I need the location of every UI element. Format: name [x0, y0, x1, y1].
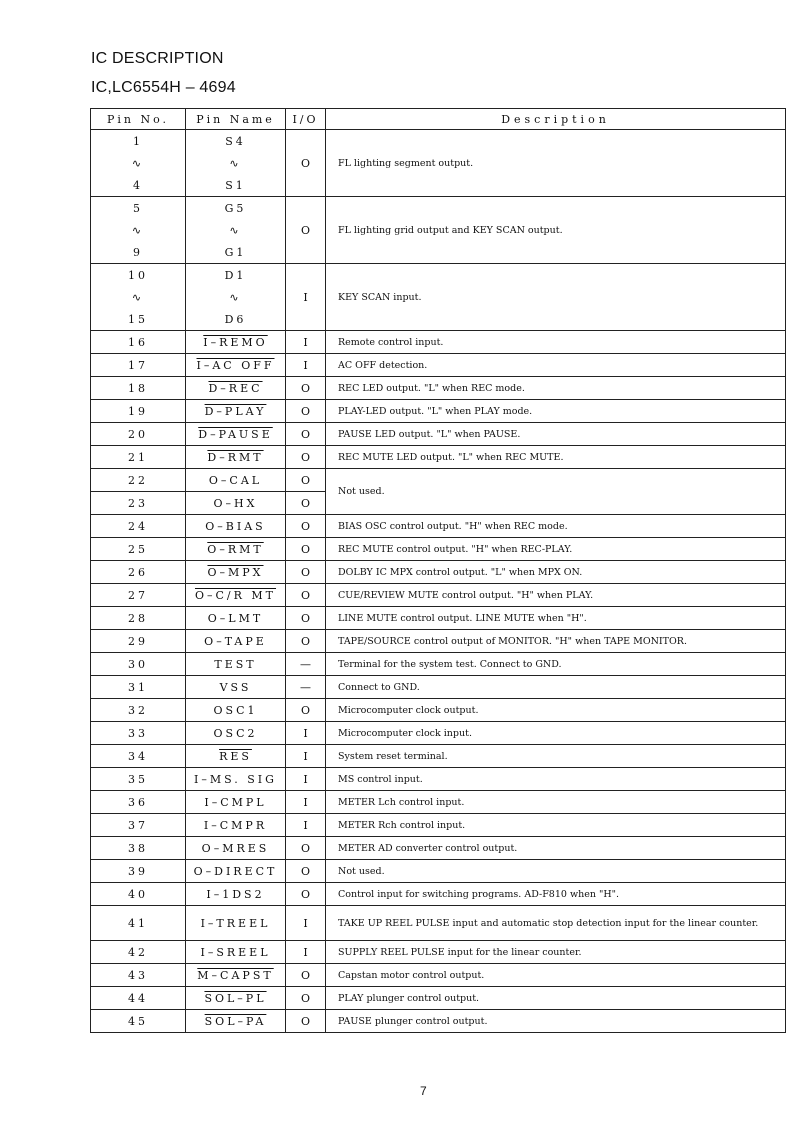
pin-name: VSS [186, 676, 286, 699]
pin-description: DOLBY IC MPX control output. "L" when MPX ON. [326, 561, 786, 584]
table-row [91, 264, 786, 287]
pin-description: Microcomputer clock output. [326, 699, 786, 722]
pin-no: 43 [91, 964, 186, 987]
pin-io: O [286, 197, 326, 264]
pin-name: O–MPX [207, 565, 264, 579]
pin-description: MS control input. [326, 768, 786, 791]
page-title: IC DESCRIPTION [91, 50, 224, 67]
pin-no: 17 [91, 354, 186, 377]
pin-description: TAKE UP REEL PULSE input and automatic stop detection input for the linear counter. [326, 906, 786, 941]
table-row [91, 446, 786, 469]
pin-io: I [286, 941, 326, 964]
pin-name: I–1DS2 [186, 883, 286, 906]
pin-no: 1 [91, 130, 186, 153]
pin-no: 27 [91, 584, 186, 607]
table-row [91, 768, 786, 791]
pin-name: $\overline{RES}$ [219, 749, 252, 763]
pin-no: 37 [91, 814, 186, 837]
pin-name: O–C∕R MT [194, 588, 277, 602]
pin-no: 36 [91, 791, 186, 814]
table-row [91, 130, 786, 153]
pin-name: G5 [186, 197, 286, 220]
pin-name: O–BIAS [186, 515, 286, 538]
pin-name: I–MS. SIG [186, 768, 286, 791]
pin-name: S1 [186, 174, 286, 197]
pin-name: ∿ [186, 286, 286, 308]
table-row [91, 676, 786, 699]
pin-description: FL lighting grid output and KEY SCAN output. [326, 197, 786, 264]
pin-io: O [286, 377, 326, 400]
pin-no: 40 [91, 883, 186, 906]
pin-description: BIAS OSC control output. "H" when REC mode. [326, 515, 786, 538]
table-row [91, 722, 786, 745]
pin-name: I–REMO [203, 335, 268, 349]
pin-io: O [286, 883, 326, 906]
pin-io: O [286, 699, 326, 722]
pin-no: 33 [91, 722, 186, 745]
pin-name: D6 [186, 308, 286, 331]
pin-no: 23 [91, 492, 186, 515]
pin-no: 19 [91, 400, 186, 423]
pin-name: SOL–PA [204, 1014, 267, 1028]
pin-name: G1 [186, 241, 286, 264]
pin-io: — [286, 676, 326, 699]
pin-name: O–MRES [186, 837, 286, 860]
pin-name: D–RMT [207, 450, 264, 464]
header-pin-no: Pin No. [91, 109, 186, 130]
table-row [91, 377, 786, 400]
pin-no: 42 [91, 941, 186, 964]
pin-no: 26 [91, 561, 186, 584]
table-row [91, 561, 786, 584]
table-row [91, 584, 786, 607]
pin-description: Remote control input. [326, 331, 786, 354]
table-row [91, 883, 786, 906]
pin-no: ∿ [91, 152, 186, 174]
pin-io: O [286, 987, 326, 1010]
pin-no: 32 [91, 699, 186, 722]
pin-description: Not used. [326, 860, 786, 883]
pin-name: I–CMPR [186, 814, 286, 837]
pin-no: 44 [91, 987, 186, 1010]
pin-no: 15 [91, 308, 186, 331]
pin-no: 45 [91, 1010, 186, 1033]
pin-no: 20 [91, 423, 186, 446]
pin-no: 4 [91, 174, 186, 197]
pin-io: O [286, 400, 326, 423]
pin-description: Terminal for the system test. Connect to GND. [326, 653, 786, 676]
pin-no: 25 [91, 538, 186, 561]
table-row [91, 987, 786, 1010]
pin-no: 34 [91, 745, 186, 768]
pin-no: 41 [91, 906, 186, 941]
pin-io: O [286, 584, 326, 607]
table-row [91, 814, 786, 837]
table-row [91, 791, 786, 814]
pin-no: 35 [91, 768, 186, 791]
pin-io: O [286, 446, 326, 469]
pin-io: I [286, 354, 326, 377]
pin-description: PAUSE plunger control output. [326, 1010, 786, 1033]
pin-name: D–REC [208, 381, 263, 395]
pin-no: 29 [91, 630, 186, 653]
pin-description: PAUSE LED output. "L" when PAUSE. [326, 423, 786, 446]
table-header-row [91, 109, 786, 130]
pin-description: PLAY-LED output. "L" when PLAY mode. [326, 400, 786, 423]
pin-no: 10 [91, 264, 186, 287]
pin-no: 28 [91, 607, 186, 630]
table-row [91, 354, 786, 377]
pin-io: O [286, 538, 326, 561]
pin-description: REC MUTE control output. "H" when REC-PLAY. [326, 538, 786, 561]
pin-description: Connect to GND. [326, 676, 786, 699]
header-description: Description [326, 109, 786, 130]
pin-io: O [286, 561, 326, 584]
pin-io: O [286, 423, 326, 446]
pin-no: 31 [91, 676, 186, 699]
pin-io: I [286, 768, 326, 791]
pin-description: CUE/REVIEW MUTE control output. "H" when PLAY. [326, 584, 786, 607]
pin-name: S4 [186, 130, 286, 153]
pin-io: O [286, 837, 326, 860]
pin-io: I [286, 264, 326, 331]
page-number: 7 [420, 1084, 427, 1098]
pin-description: REC MUTE LED output. "L" when REC MUTE. [326, 446, 786, 469]
table-row [91, 964, 786, 987]
table-row [91, 653, 786, 676]
pin-no: 38 [91, 837, 186, 860]
pin-no: 21 [91, 446, 186, 469]
table-row [91, 538, 786, 561]
pin-no: 24 [91, 515, 186, 538]
pin-io: I [286, 745, 326, 768]
pin-name: O–TAPE [186, 630, 286, 653]
pin-description: FL lighting segment output. [326, 130, 786, 197]
table-row [91, 1010, 786, 1033]
pin-name: I–TREEL [186, 906, 286, 941]
pin-io: I [286, 906, 326, 941]
pin-no: 18 [91, 377, 186, 400]
pin-name: ∿ [186, 152, 286, 174]
pin-name: O–DIRECT [186, 860, 286, 883]
pin-name: SOL–PL [204, 991, 267, 1005]
pin-description: TAPE/SOURCE control output of MONITOR. "H" when TAPE MONITOR. [326, 630, 786, 653]
table-row [91, 699, 786, 722]
pin-description: METER Lch control input. [326, 791, 786, 814]
pin-name: D–PLAY [204, 404, 267, 418]
pin-name: O–CAL [186, 469, 286, 492]
pin-io: I [286, 791, 326, 814]
header-pin-name: Pin Name [186, 109, 286, 130]
pin-description: Control input for switching programs. AD-F810 when "H". [326, 883, 786, 906]
pin-description: METER AD converter control output. [326, 837, 786, 860]
pin-io: I [286, 722, 326, 745]
pin-io: O [286, 860, 326, 883]
pin-io: O [286, 964, 326, 987]
pin-description: LINE MUTE control output. LINE MUTE when "H". [326, 607, 786, 630]
pin-description: System reset terminal. [326, 745, 786, 768]
table-row [91, 941, 786, 964]
pin-no: 16 [91, 331, 186, 354]
ic-part-number: IC,LC6554H – 4694 [91, 79, 236, 96]
header-io: I∕O [286, 109, 326, 130]
pin-description: REC LED output. "L" when REC mode. [326, 377, 786, 400]
pin-io: I [286, 814, 326, 837]
table-row [91, 331, 786, 354]
pin-description: Capstan motor control output. [326, 964, 786, 987]
pin-description: AC OFF detection. [326, 354, 786, 377]
pin-no: 5 [91, 197, 186, 220]
table-row [91, 607, 786, 630]
table-row [91, 860, 786, 883]
pin-no: 22 [91, 469, 186, 492]
pin-description: SUPPLY REEL PULSE input for the linear counter. [326, 941, 786, 964]
pin-name: I–CMPL [186, 791, 286, 814]
pin-description: PLAY plunger control output. [326, 987, 786, 1010]
pin-io: O [286, 1010, 326, 1033]
pin-no: 9 [91, 241, 186, 264]
pin-description: Not used. [326, 469, 786, 515]
table-row [91, 469, 786, 492]
table-row [91, 423, 786, 446]
table-row [91, 906, 786, 941]
pin-name: O–LMT [186, 607, 286, 630]
pin-io: O [286, 492, 326, 515]
pin-description: KEY SCAN input. [326, 264, 786, 331]
table-row [91, 745, 786, 768]
pin-io: — [286, 653, 326, 676]
pin-name: D–PAUSE [198, 427, 273, 441]
pin-no: 39 [91, 860, 186, 883]
table-row [91, 197, 786, 220]
table-row [91, 837, 786, 860]
pin-no: ∿ [91, 219, 186, 241]
pin-name: TEST [186, 653, 286, 676]
pin-name: I–SREEL [186, 941, 286, 964]
pin-name: OSC2 [186, 722, 286, 745]
pin-no: ∿ [91, 286, 186, 308]
pin-name: O–RMT [207, 542, 264, 556]
pin-description-table [90, 108, 786, 1033]
pin-io: O [286, 130, 326, 197]
pin-name: D1 [186, 264, 286, 287]
pin-name: I–AC OFF [196, 358, 275, 372]
pin-io: O [286, 630, 326, 653]
pin-name: M–CAPST [197, 968, 274, 982]
table-row [91, 515, 786, 538]
table-row [91, 400, 786, 423]
pin-io: O [286, 469, 326, 492]
pin-name: O–HX [186, 492, 286, 515]
pin-no: 30 [91, 653, 186, 676]
pin-io: I [286, 331, 326, 354]
pin-description: METER Rch control input. [326, 814, 786, 837]
pin-name: ∿ [186, 219, 286, 241]
table-row [91, 630, 786, 653]
pin-io: O [286, 607, 326, 630]
pin-name: OSC1 [186, 699, 286, 722]
pin-description: Microcomputer clock input. [326, 722, 786, 745]
pin-io: O [286, 515, 326, 538]
